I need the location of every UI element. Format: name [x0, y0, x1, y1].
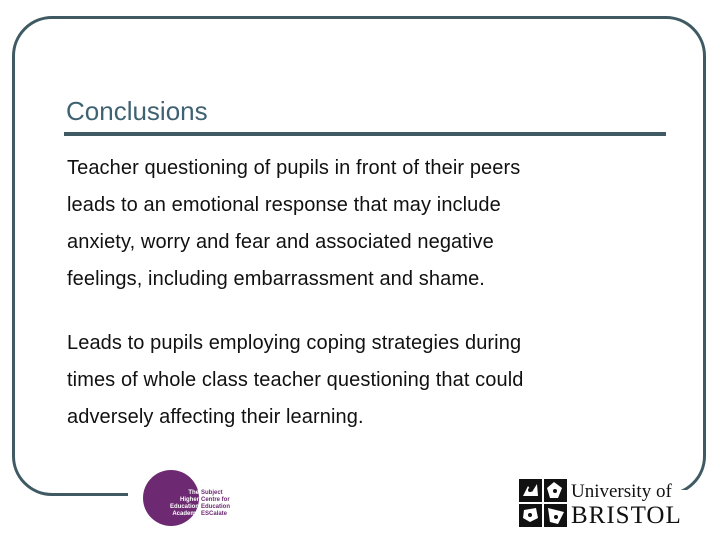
paragraph-1-line-4: feelings, including embarrassment and shame.: [67, 268, 485, 290]
paragraph-1-line-3: anxiety, worry and fear and associated negative: [67, 231, 494, 253]
paragraph-2-line-2: times of whole class teacher questioning that could: [67, 369, 524, 391]
escalate-line-3: Education: [201, 504, 231, 510]
hea-line-4: Academy: [172, 511, 199, 517]
paragraph-1: [67, 150, 627, 298]
slide-title: Conclusions: [66, 96, 208, 126]
escalate-line-2: Centre for: [201, 497, 230, 503]
hea-line-3: Education: [169, 504, 199, 510]
paragraph-1-line-2: leads to an emotional response that may include: [67, 194, 501, 216]
bristol-crest-icon: [518, 478, 568, 528]
paragraph-1-line-1: Teacher questioning of pupils in front of their peers: [67, 157, 521, 179]
paragraph-2-line-3: adversely affecting their learning.: [67, 406, 364, 428]
hea-line-2: Higher: [179, 497, 199, 503]
paragraph-2: [67, 325, 627, 436]
university-of-bristol-logo: [518, 478, 688, 532]
escalate-line-1: Subject: [201, 490, 223, 496]
hea-line-1: The: [188, 490, 199, 496]
escalate-logo-text: [201, 490, 261, 518]
higher-education-academy-logo: [143, 470, 263, 526]
bristol-logo-line-1: University of: [571, 481, 672, 502]
bristol-logo-line-2: BRISTOL: [571, 502, 682, 529]
hea-logo-text: [159, 490, 199, 518]
paragraph-2-line-1: Leads to pupils employing coping strategies during: [67, 332, 522, 354]
escalate-line-4: ESCalate: [201, 511, 228, 517]
title-underline: [64, 132, 666, 136]
